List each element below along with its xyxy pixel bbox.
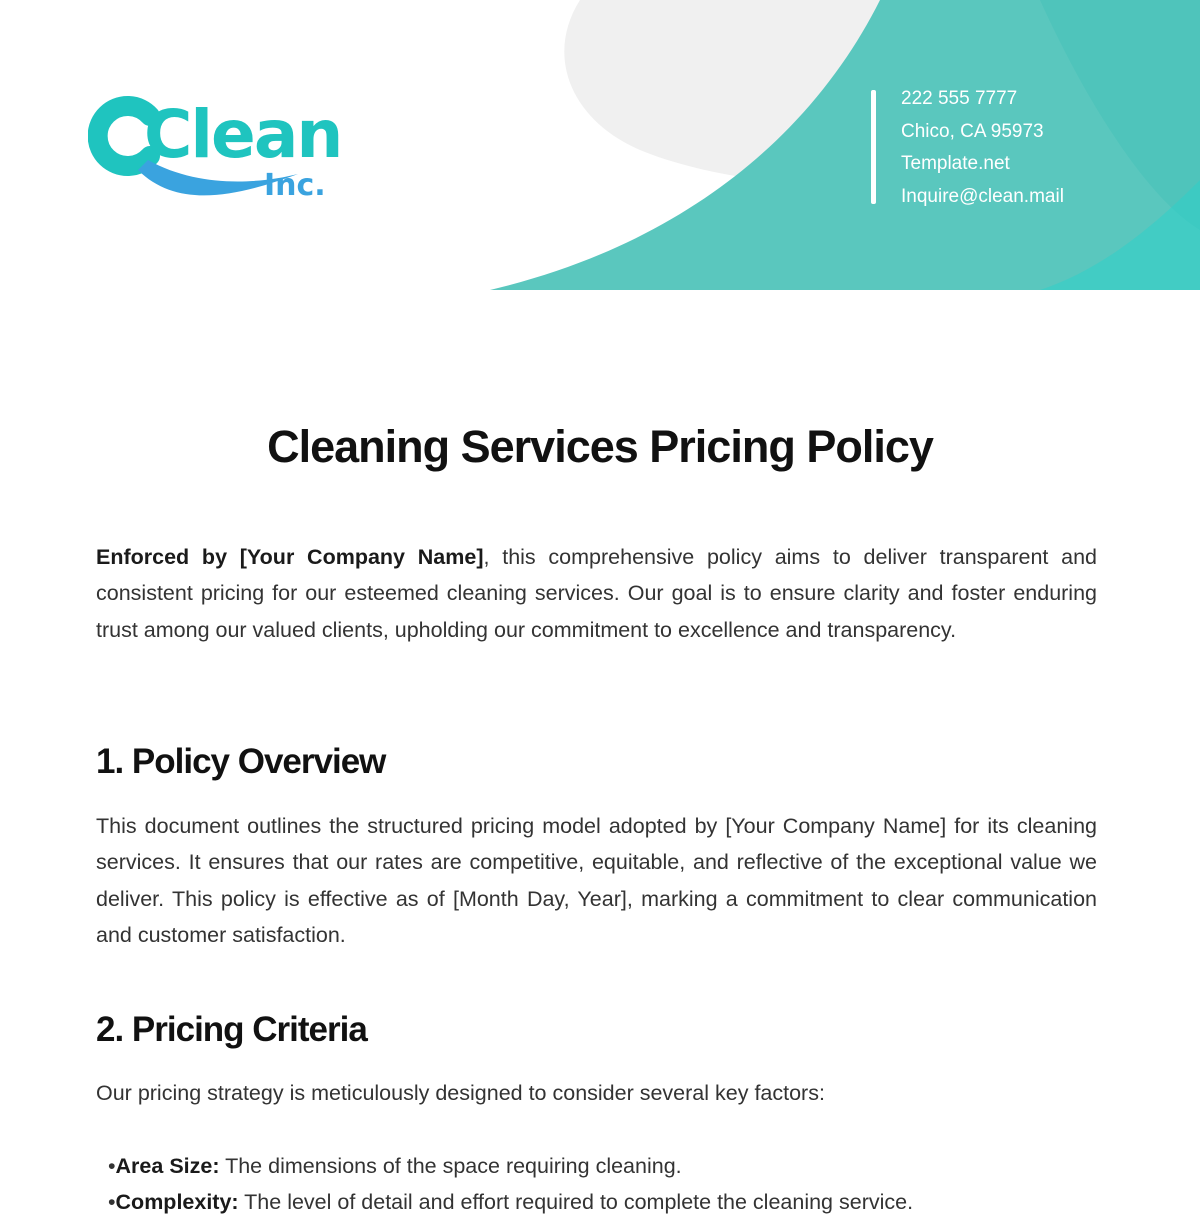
list-item: •Complexity: The level of detail and effort required to complete the cleaning service. xyxy=(108,1190,914,1214)
company-logo xyxy=(88,78,348,208)
pricing-criteria-list xyxy=(108,1148,1098,1220)
document-title: Cleaning Services Pricing Policy xyxy=(267,421,933,472)
contact-phone: 222 555 7777 xyxy=(901,88,1018,109)
logo-wordmark: Clean xyxy=(144,96,342,173)
section-heading-pricing-criteria: 2. Pricing Criteria xyxy=(96,1010,367,1049)
section-body-policy-overview: This document outlines the structured pricing model adopted by [Your Company Name] for its cleaning services. It ensures that our rates are competitive, equitable, and reflective of the exceptional value we deliver. This policy is effective as of [Month Day, Year], marking a commitment to clear communication and customer satisfaction. xyxy=(96,814,1097,947)
list-item-text: The dimensions of the space requiring cleaning. xyxy=(219,1154,682,1178)
list-item-term: Area Size: xyxy=(115,1154,220,1178)
intro-enforced-by: Enforced by [Your Company Name] xyxy=(96,545,484,569)
intro-paragraph xyxy=(96,539,1097,648)
list-item-term: Complexity: xyxy=(115,1190,239,1214)
list-item: •Area Size: The dimensions of the space requiring cleaning. xyxy=(108,1154,682,1178)
contact-website[interactable]: Template.net xyxy=(901,153,1010,174)
section-body-pricing-criteria: Our pricing strategy is meticulously designed to consider several key factors: xyxy=(96,1081,825,1105)
list-item-text: The level of detail and effort required to complete the cleaning service. xyxy=(238,1190,914,1214)
contact-info xyxy=(901,84,1064,214)
section-heading-policy-overview: 1. Policy Overview xyxy=(96,742,386,781)
intro-text: , this comprehensive policy aims to deliver transparent and consistent pricing for our esteemed cleaning services. Our goal is to ensure clarity and foster enduring trust among our valued clients, upholding our commitment to excellence and transparency. xyxy=(96,545,1097,642)
contact-divider xyxy=(871,90,876,204)
contact-email[interactable]: Inquire@clean.mail xyxy=(901,185,1064,207)
logo-suffix: Inc. xyxy=(264,168,326,203)
contact-address: Chico, CA 95973 xyxy=(901,120,1044,142)
